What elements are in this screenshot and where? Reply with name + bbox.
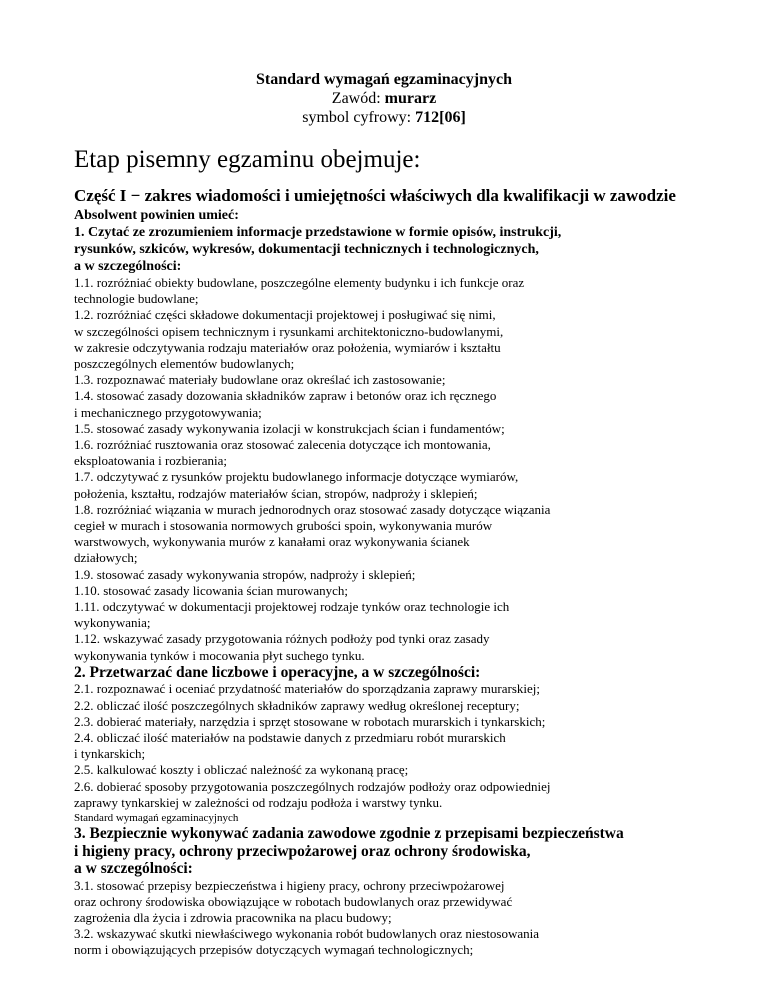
list-item: 2.5. kalkulować koszty i obliczać należność za wykonaną pracę; <box>74 762 409 778</box>
list-item: 1.6. rozróżniać rusztowania oraz stosować zalecenia dotyczące ich montowania, eksploatowania i rozbierania; <box>74 437 491 469</box>
list-item: 2.6. dobierać sposoby przygotowania poszczególnych rodzajów podłoży oraz odpowiedniej zaprawy tynkarskiej w zależności od rodzaju podłoża i warstwy tynku. <box>74 778 551 810</box>
list-item: 3.2. wskazywać skutki niewłaściwego wykonania robót budowlanych oraz niestosowania norm i obowiązujących przepisów dotyczących wymagań technologicznych; <box>74 926 539 958</box>
footer-note: Standard wymagań egzaminacyjnych <box>74 812 239 824</box>
list-item: 1.7. odczytywać z rysunków projektu budowlanego informacje dotyczące wymiarów, położenia, kształtu, rodzajów materiałów ścian, stropów, nadproży i sklepień; <box>74 469 519 501</box>
header-profession: Zawód: murarz <box>331 90 437 107</box>
list-item: 1.3. rozpoznawać materiały budowlane oraz określać ich zastosowanie; <box>74 372 446 388</box>
list-item: 1.4. stosować zasady dozowania składników zapraw i betonów oraz ich ręcznego i mechanicznego przygotowywania; <box>74 388 497 420</box>
section3-title: 3. Bezpiecznie wykonywać zadania zawodowe zgodnie z przepisami bezpieczeństwa i higieny pracy, ochrony przeciwpożarowej oraz ochrony środowiska, a w szczególności: <box>74 825 624 877</box>
part1-title: Część I − zakres wiadomości i umiejętności właściwych dla kwalifikacji w zawodzie <box>74 186 676 205</box>
exam-stage-heading: Etap pisemny egzaminu obejmuje: <box>74 146 421 173</box>
list-item: 1.12. wskazywać zasady przygotowania różnych podłoży pod tynki oraz zasady wykonywania tynków i mocowania płyt suchego tynku. <box>74 631 490 663</box>
list-item: 1.2. rozróżniać części składowe dokumentacji projektowej i posługiwać się nimi, w szczególności opisem technicznym i rysunkami architektoniczno-budowlanymi, w zakresie odczytywania rodzaju materiałów oraz położenia, wymiarów i kształtu poszczególnych elementów budowlanych; <box>74 307 504 372</box>
header-title: Standard wymagań egzaminacyjnych <box>255 71 512 88</box>
list-item: 1.8. rozróżniać wiązania w murach jednorodnych oraz stosować zasady dotyczące wiązania cegieł w murach i stosowania normowych grubości spoin, wykonywania murów warstwowych, wykonywania murów z kanałami oraz wykonywania ścianek działowych; <box>74 501 551 566</box>
list-item: 2.4. obliczać ilość materiałów na podstawie danych z przedmiaru robót murarskich i tynkarskich; <box>74 729 506 762</box>
section1-list <box>74 275 704 664</box>
list-item: 1.9. stosować zasady wykonywania stropów, nadproży i sklepień; <box>74 566 416 582</box>
section2-list <box>74 681 704 811</box>
section2-title: 2. Przetwarzać dane liczbowe i operacyjne, a w szczególności: <box>74 663 481 681</box>
section1-title: 1. Czytać ze zrozumieniem informacje przedstawione w formie opisów, instrukcji, rysunków, szkiców, wykresów, dokumentacji technicznych i technologicznych, a w szczególności: <box>74 225 562 274</box>
list-item: 2.3. dobierać materiały, narzędzia i sprzęt stosowane w robotach murarskich i tynkarskich; <box>74 713 546 729</box>
header-symbol: symbol cyfrowy: 712[06] <box>302 109 466 126</box>
list-item: 1.10. stosować zasady licowania ścian murowanych; <box>74 582 349 598</box>
intro-line: Absolwent powinien umieć: <box>74 208 239 223</box>
list-item: 2.1. rozpoznawać i oceniać przydatność materiałów do sporządzania zaprawy murarskiej; <box>74 681 540 697</box>
list-item: 2.2. obliczać ilość poszczególnych składników zaprawy według określonej receptury; <box>74 697 520 713</box>
list-item: 1.5. stosować zasady wykonywania izolacji w konstrukcjach ścian i fundamentów; <box>74 420 505 436</box>
document-body <box>74 145 704 959</box>
document-header <box>0 70 768 127</box>
list-item: 3.1. stosować przepisy bezpieczeństwa i higieny pracy, ochrony przeciwpożarowej oraz ochrony środowiska obowiązujące w robotach budowlanych oraz przewidywać zagrożenia dla życia i zdrowia pracownika na placu budowy; <box>74 877 513 925</box>
section3-list <box>74 878 704 959</box>
list-item: 1.1. rozróżniać obiekty budowlane, poszczególne elementy budynku i ich funkcje oraz technologie budowlane; <box>74 275 525 307</box>
list-item: 1.11. odczytywać w dokumentacji projektowej rodzaje tynków oraz technologie ich wykonywania; <box>74 599 510 631</box>
